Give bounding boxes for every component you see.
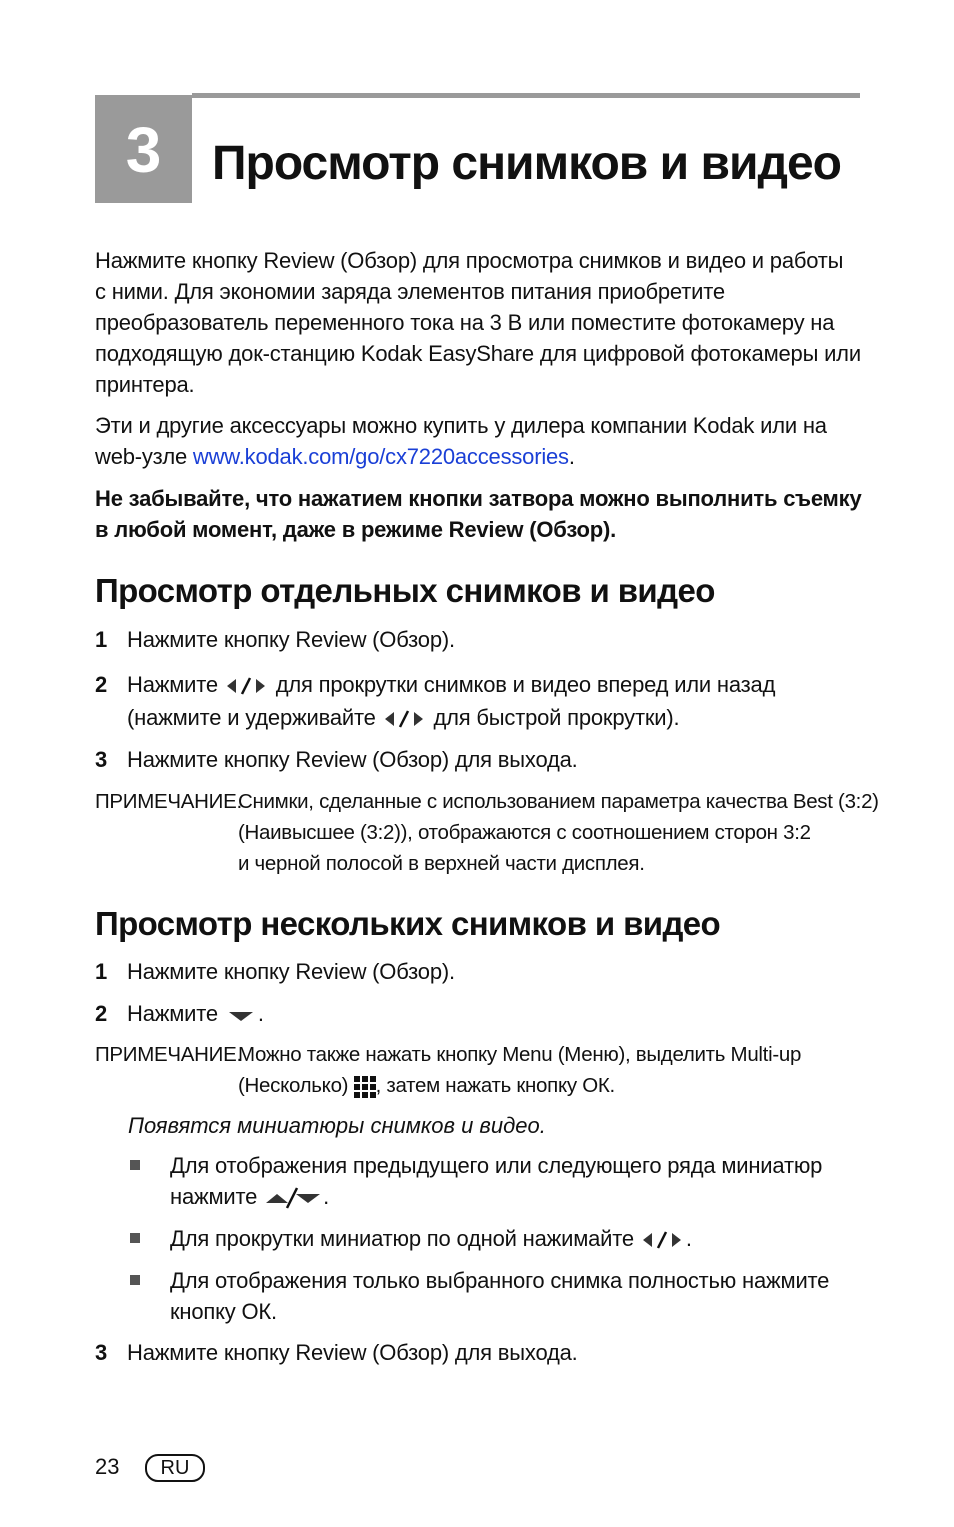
section-heading-multiple: Просмотр нескольких снимков и видео [95,905,721,942]
bullet-square [130,1275,140,1285]
bullet-item [130,1150,850,1214]
bullet-square [130,1233,140,1243]
language-badge: RU [145,1454,205,1482]
step-text-suffix: . [257,1001,264,1026]
step-2 [95,669,875,733]
intro-line: Нажмите кнопку Review (Обзор) для просмотра снимков и видео и работы [95,248,844,273]
bullet-suffix: . [685,1226,692,1251]
step-number: 3 [95,747,108,772]
step-text-b: для прокрутки снимков и видео вперед или назад [275,672,776,697]
step-text-a: Нажмите [127,1001,218,1026]
step-text: Нажмите кнопку Review (Обзор) для выхода. [127,747,578,772]
bullet-square [130,1160,140,1170]
section-heading-single: Просмотр отдельных снимков и видео [95,572,715,609]
step-text [127,998,264,1030]
page-number: 23 [95,1454,120,1479]
bullet-suffix: . [323,1184,330,1209]
accessories-line: Эти и другие аксессуары можно купить у дилера компании Kodak или на [95,413,827,438]
accessories-line [95,441,865,472]
step-number: 1 [95,959,108,984]
intro-paragraph [95,245,865,400]
bullet-item [130,1265,850,1329]
note-line: Можно также нажать кнопку Menu (Меню), выделить Multi-up [238,1043,802,1066]
intro-line: с ними. Для экономии заряда элементов питания приобретите [95,279,725,304]
bullet-item [130,1223,850,1255]
step-number: 1 [95,627,108,652]
accessories-suffix: . [568,444,575,469]
bullet-text-a: нажмите [170,1184,258,1209]
intro-line: преобразователь переменного тока на 3 В или поместите фотокамеру на [95,310,835,335]
result-text: Появятся миниатюры снимков и видео. [128,1113,546,1138]
note-text-a: (Несколько) [238,1074,349,1097]
bullet-text-line [170,1223,692,1254]
step-text-line2 [127,702,679,734]
step-text: Нажмите кнопку Review (Обзор). [127,627,455,652]
reminder-line: в любой момент, даже в режиме Review (Обзор). [95,517,617,542]
shutter-reminder [95,483,865,545]
step-text: Нажмите кнопку Review (Обзор). [127,959,455,984]
note-line [238,1070,615,1101]
note-line: (Наивысшее (3:2)), отображаются с соотношением сторон 3:2 [238,821,811,844]
bullet-text: кнопку ОК. [170,1299,277,1324]
reminder-line: Не забывайте, что нажатием кнопки затвора можно выполнить съемку [95,486,862,511]
accessories-paragraph [95,410,865,472]
note-label: ПРИМЕЧАНИЕ. [95,1043,242,1066]
note-line: Снимки, сделанные с использованием параметра качества Best (3:2) [238,790,879,813]
chapter-number: 3 [125,114,162,186]
multi-up-grid-icon [354,1076,376,1098]
accessories-link[interactable]: www.kodak.com/go/cx7220accessories [192,444,569,469]
bullet-text: Для отображения предыдущего или следующего ряда миниатюр [170,1153,823,1178]
down-arrow-icon [224,1004,258,1026]
step-text-a: Нажмите [127,672,218,697]
chapter-title: Просмотр снимков и видео [212,137,841,190]
step-text-c: (нажмите и удерживайте [127,705,376,730]
bullet-text-line2 [170,1181,329,1212]
left-right-arrows-icon [224,675,270,697]
step-number: 2 [95,1001,108,1026]
chapter-header-rule [192,93,860,98]
step-text [127,669,775,701]
note-text-b: , затем нажать кнопку ОК. [375,1074,615,1097]
note-line: и черной полосой в верхней части дисплея. [238,852,645,875]
step-text: Нажмите кнопку Review (Обзор) для выхода. [127,1340,578,1365]
accessories-prefix: web-узле [95,444,193,469]
intro-line: принтера. [95,372,195,397]
step-number: 3 [95,1340,108,1365]
step-number: 2 [95,672,108,697]
bullet-text: Для прокрутки миниатюр по одной нажимайте [170,1226,634,1251]
left-right-arrows-icon [640,1229,686,1251]
intro-line: подходящую док-станцию Kodak EasyShare для цифровой фотокамеры или [95,341,861,366]
bullet-text: Для отображения только выбранного снимка полностью нажмите [170,1268,830,1293]
note-label: ПРИМЕЧАНИЕ. [95,790,242,813]
left-right-arrows-icon [382,708,428,730]
step-text-d: для быстрой прокрутки). [433,705,680,730]
up-down-arrows-icon [263,1186,323,1210]
